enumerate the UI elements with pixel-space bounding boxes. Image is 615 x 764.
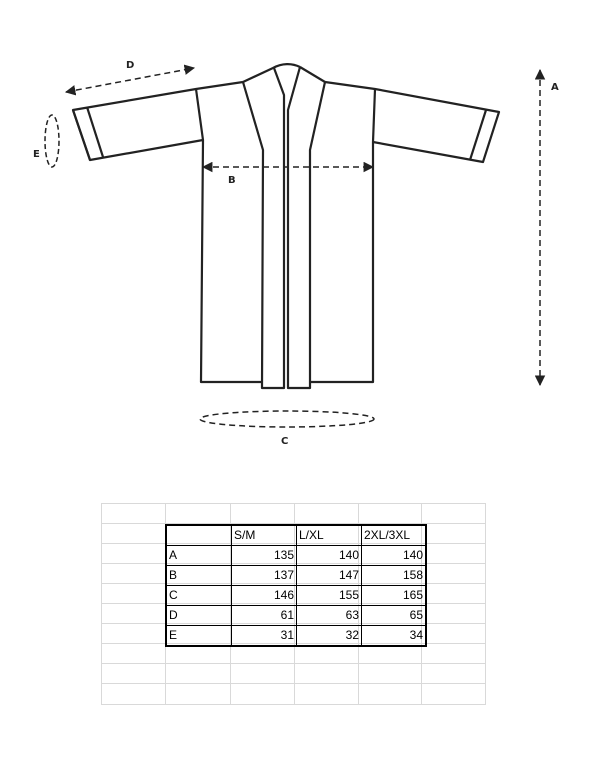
dimension-d <box>66 60 194 92</box>
row-label: B <box>166 566 232 586</box>
size-table <box>165 524 427 647</box>
table-cell: 146 <box>232 586 297 606</box>
dimension-c <box>200 411 374 447</box>
table-cell: 135 <box>232 546 297 566</box>
table-cell: 140 <box>362 546 427 566</box>
header-cell-l-xl: L/XL <box>297 525 362 546</box>
row-label: D <box>166 606 232 626</box>
table-row <box>166 586 426 606</box>
dimension-label-c: C <box>281 436 289 447</box>
header-cell-s-m: S/M <box>232 525 297 546</box>
table-row <box>166 606 426 626</box>
dimension-a <box>540 70 559 385</box>
grid-line <box>101 503 102 705</box>
dimension-e <box>33 115 59 167</box>
table-cell: 32 <box>297 626 362 647</box>
right-lapel-top <box>300 67 325 82</box>
header-cell-2xl-3xl: 2XL/3XL <box>362 525 427 546</box>
row-label: A <box>166 546 232 566</box>
row-label: E <box>166 626 232 647</box>
table-cell: 155 <box>297 586 362 606</box>
table-cell: 63 <box>297 606 362 626</box>
right-cuff-seam <box>470 110 486 160</box>
table-cell: 147 <box>297 566 362 586</box>
table-cell: 165 <box>362 586 427 606</box>
grid-line <box>485 503 486 705</box>
coat-outline <box>73 64 499 388</box>
table-cell: 65 <box>362 606 427 626</box>
table-cell: 61 <box>232 606 297 626</box>
table-cell: 31 <box>232 626 297 647</box>
dimension-label-e: E <box>33 149 40 160</box>
table-header-row <box>166 525 426 546</box>
spreadsheet-area <box>101 503 486 705</box>
left-front-band <box>243 68 284 388</box>
right-front-band <box>288 67 325 388</box>
row-label: C <box>166 586 232 606</box>
table-row <box>166 626 426 647</box>
left-sleeve <box>73 82 243 160</box>
table-cell: 140 <box>297 546 362 566</box>
body-left <box>196 89 262 382</box>
left-lapel <box>243 64 300 82</box>
table-cell: 158 <box>362 566 427 586</box>
table-row <box>166 546 426 566</box>
table-row <box>166 566 426 586</box>
body-right <box>310 89 375 382</box>
dimension-label-b: B <box>228 175 236 186</box>
header-cell <box>166 525 232 546</box>
dimension-label-a: A <box>551 82 559 93</box>
left-cuff-seam <box>87 107 103 157</box>
table-cell: 34 <box>362 626 427 647</box>
table-cell: 137 <box>232 566 297 586</box>
dimension-label-d: D <box>126 60 135 71</box>
